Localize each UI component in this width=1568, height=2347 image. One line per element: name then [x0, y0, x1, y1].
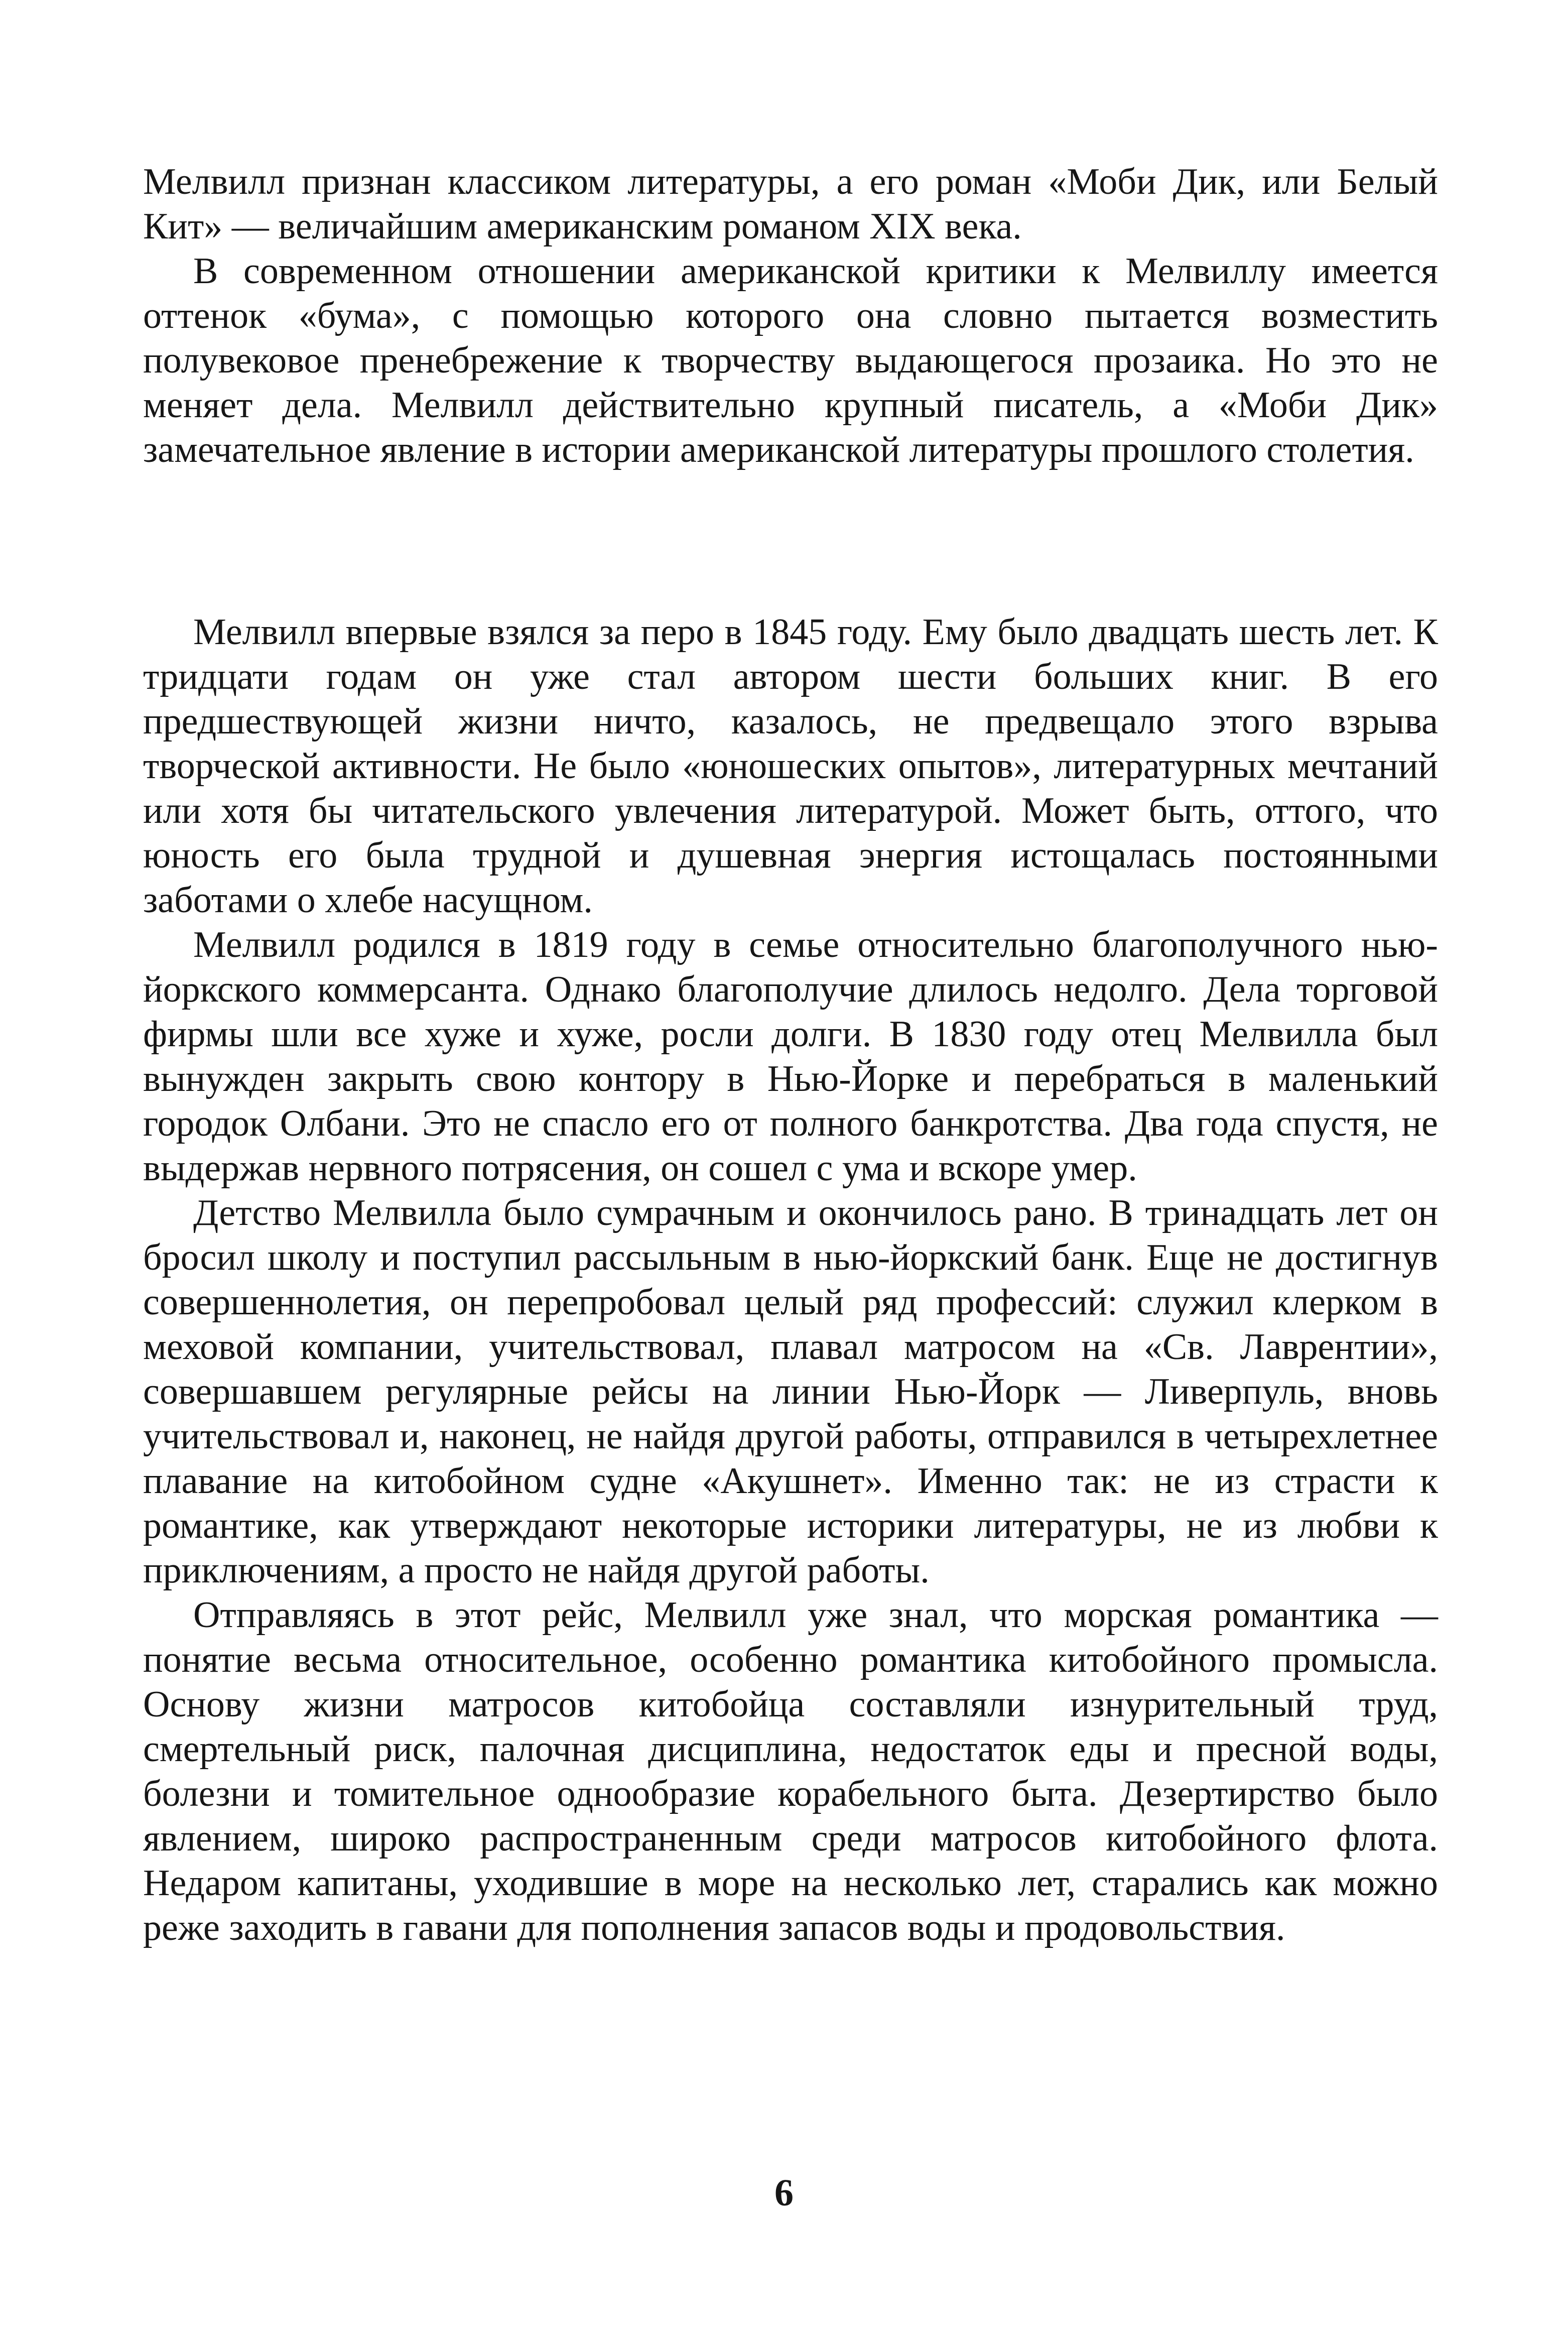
paragraph: Мелвилл родился в 1819 году в семье относительно благополучного нью-йоркского коммерсанта. Однако благополучие длилось недолго. Дела торговой фирмы шли все хуже и хуже, росли долги. В 1830 году отец Мелвилла был вынужден закрыть свою контору в Нью-Йорке и перебраться в маленький городок Олбани. Это не спасло его от полного банкротства. Два года спустя, не выдержав нервного потрясения, он сошел с ума и вскоре умер. — [143, 924, 1438, 1189]
paragraph: Мелвилл впервые взялся за перо в 1845 году. Ему было двадцать шесть лет. К тридцати годам он уже стал автором шести больших книг. В его предшествующей жизни ничто, казалось, не предвещало этого взрыва творческой активности. Не было «юношеских опытов», литературных мечтаний или хотя бы читательского увлечения литературой. Может быть, оттого, что юность его была трудной и душевная энергия истощалась постоянными заботами о хлебе насущном. — [143, 611, 1438, 921]
paragraph: Мелвилл признан классиком литературы, а его роман «Моби Дик, или Белый Кит» — величайшим американским романом XIX века. — [143, 161, 1438, 247]
paragraph: Детство Мелвилла было сумрачным и окончилось рано. В тринадцать лет он бросил школу и поступил рассыльным в нью-йоркский банк. Еще не достигнув совершеннолетия, он перепробовал целый ряд профессий: служил клерком в меховой компании, учительствовал, плавал матросом на «Св. Лаврентии», совершавшем регулярные рейсы на линии Нью-Йорк — Ливерпуль, вновь учительствовал и, наконец, не найдя другой работы, отправился в четырехлетнее плавание на китобойном судне «Акушнет». Именно так: не из страсти к романтике, как утверждают некоторые историки литературы, не из любви к приключениям, а просто не найдя другой работы. — [143, 1192, 1438, 1591]
page-number: 6 — [774, 2172, 794, 2214]
paragraph: Отправляясь в этот рейс, Мелвилл уже знал, что морская романтика — понятие весьма относительное, особенно романтика китобойного промысла. Основу жизни матросов китобойца составляли изнурительный труд, смертельный риск, палочная дисциплина, недостаток еды и пресной воды, болезни и томительное однообразие корабельного быта. Дезертирство было явлением, широко распространенным среди матросов китобойного флота. Недаром капитаны, уходившие в море на несколько лет, старались как можно реже заходить в гавани для пополнения запасов воды и продовольствия. — [143, 1594, 1438, 1948]
text-section-biography — [143, 610, 1438, 1950]
text-section-intro — [143, 160, 1438, 472]
paragraph: В современном отношении американской критики к Мелвиллу имеется оттенок «бума», с помощью которого она словно пытается возместить полувековое пренебрежение к творчеству выдающегося прозаика. Но это не меняет дела. Мелвилл действительно крупный писатель, а «Моби Дик» замечательное явление в истории американской литературы прошлого столетия. — [143, 251, 1438, 470]
